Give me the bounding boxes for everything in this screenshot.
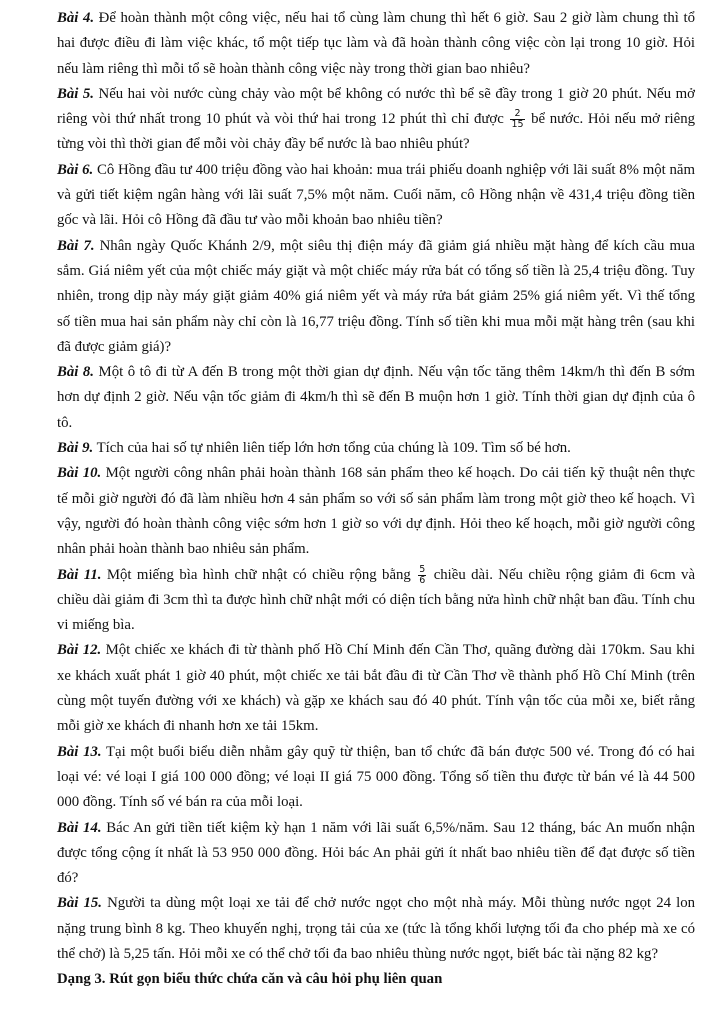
problem-text: Người ta dùng một loại xe tải để chở nước ngọt cho một nhà máy. Mỗi thùng nước ngọt 24 lon nặng trung bình 8 kg. Theo khuyến nghị, trọng tải của xe (tức là tổng khối lượng tối đa cho phép mà xe có thể chở) là 5,25 tấn. Hỏi mỗi xe có thể chở tối đa bao nhiêu thùng nước ngọt, biết bác tài nặng 82 kg? (57, 895, 696, 962)
problem-11 (57, 563, 695, 639)
problem-text: Một chiếc xe khách đi từ thành phố Hồ Chí Minh đến Cần Thơ, quãng đường dài 170km. Sau khi xe khách xuất phát 1 giờ 40 phút, một chiếc xe tải bắt đầu đi từ Cần Thơ về thành phố Hồ Chí Minh (trên cùng một tuyến đường với xe khách) và gặp xe khách sau đó 40 phút. Tính vận tốc của mỗi xe, biết rằng mỗi giờ xe khách đi nhanh hơn xe tải 15km. (57, 642, 696, 735)
problem-label: Bài 15. (57, 895, 102, 912)
problem-6 (57, 158, 695, 234)
problem-15 (57, 891, 695, 967)
fraction-denominator: 15 (511, 119, 524, 131)
problem-text: Để hoàn thành một công việc, nếu hai tổ cùng làm chung thì hết 6 giờ. Sau 2 giờ làm chung thì tổ hai được điều đi làm việc khác, tổ một tiếp tục làm và đã hoàn thành công việc còn lại trong 10 giờ. Hỏi nếu làm riêng thì mỗi tổ sẽ hoàn thành công việc này trong thời gian bao nhiêu? (57, 10, 696, 77)
problem-text-before: Nếu hai vòi nước cùng chảy vào một bể không có nước thì bể sẽ đầy trong 1 giờ 20 phút. Nếu mở riêng vòi thứ nhất trong 10 phút và vòi thứ hai trong 12 phút thì chỉ được (57, 85, 695, 128)
problem-label: Bài 14. (57, 819, 102, 836)
problem-label: Bài 6. (57, 161, 94, 178)
problem-text: Bác An gửi tiền tiết kiệm kỳ hạn 1 năm với lãi suất 6,5%/năm. Sau 12 tháng, bác An muốn nhận được tổng cộng ít nhất là 53 950 000 đồng. Hỏi bác An phải gửi ít nhất bao nhiêu tiền để đạt được số tiền đó? (57, 819, 695, 887)
problem-13 (57, 740, 695, 816)
problem-label: Bài 12. (57, 642, 102, 659)
problem-label: Bài 13. (57, 743, 102, 760)
fraction-numerator: 5 (419, 563, 426, 575)
problem-12 (57, 638, 695, 739)
fraction-numerator: 2 (510, 109, 524, 120)
problem-text-after: chiều dài. Nếu chiều rộng giảm đi 6cm và chiều dài giảm đi 3cm thì ta được hình chữ nhật mới có diện tích bằng nửa hình chữ nhật ban đầu. Tính chu vi miếng bìa. (57, 566, 696, 634)
problem-7 (57, 234, 695, 360)
problem-5 (57, 82, 695, 158)
problem-label: Bài 4. (57, 10, 95, 26)
fraction (510, 109, 524, 130)
fraction (418, 565, 426, 586)
problem-text: Cô Hồng đầu tư 400 triệu đồng vào hai khoản: mua trái phiếu doanh nghiệp với lãi suất 8% một năm và gửi tiết kiệm ngân hàng với lãi suất 7,5% một năm. Cuối năm, cô Hồng nhận về 431,4 triệu đồng tiền gốc và lãi. Hỏi cô Hồng đã đầu tư vào mỗi khoản bao nhiêu tiền? (57, 161, 695, 229)
section-heading: Dạng 3. Rút gọn biểu thức chứa căn và câu hỏi phụ liên quan (57, 971, 443, 988)
problem-10 (57, 461, 695, 562)
problem-text-before: Một miếng bìa hình chữ nhật có chiều rộng bằng (106, 566, 411, 583)
fraction-denominator: 6 (419, 574, 426, 586)
problem-8 (57, 360, 695, 436)
problem-label: Bài 10. (57, 465, 102, 482)
problem-14 (57, 816, 695, 892)
problem-text: Một ô tô đi từ A đến B trong một thời gian dự định. Nếu vận tốc tăng thêm 14km/h thì đến B sớm hơn dự định 2 giờ. Nếu vận tốc giảm đi 4km/h thì sẽ đến B muộn hơn 1 giờ. Tính thời gian dự định của ô tô. (57, 364, 696, 431)
problem-text: Một người công nhân phải hoàn thành 168 sản phẩm theo kế hoạch. Do cải tiến kỹ thuật nên thực tế mỗi giờ người đó đã làm nhiều hơn 4 sản phẩm so với số sản phẩm làm trong một giờ theo kế hoạch. Vì vậy, người đó hoàn thành công việc sớm hơn 1 giờ so với dự định. Hỏi theo kế hoạch, mỗi giờ người công nhân phải hoàn thành bao nhiêu sản phẩm. (57, 465, 695, 558)
problem-9 (57, 436, 695, 461)
problem-4 (57, 6, 695, 82)
problem-label: Bài 9. (57, 440, 94, 457)
problem-text: Tích của hai số tự nhiên liên tiếp lớn hơn tổng của chúng là 109. Tìm số bé hơn. (96, 440, 571, 457)
problem-text: Nhân ngày Quốc Khánh 2/9, một siêu thị điện máy đã giảm giá nhiều mặt hàng để kích cầu mua sắm. Giá niêm yết của một chiếc máy giặt và một chiếc máy rửa bát có tổng số tiền là 25,4 triệu đồng. Tuy nhiên, trong dịp này máy giặt giảm 40% giá niêm yết và máy rửa bát giảm 25% giá niêm yết. Vì thế tổng số tiền mua hai sản phẩm này chỉ còn là 16,77 triệu đồng. Tính số tiền khi mua mỗi mặt hàng trên (sau khi đã được giảm giá)? (57, 237, 695, 355)
problem-text: Tại một buổi biểu diễn nhằm gây quỹ từ thiện, ban tổ chức đã bán được 500 vé. Trong đó có hai loại vé: vé loại I giá 100 000 đồng; vé loại II giá 75 000 đồng. Tổng số tiền thu được từ bán vé là 44 500 000 đồng. Tính số vé bán ra của mỗi loại. (57, 743, 696, 811)
problem-label: Bài 5. (57, 85, 94, 102)
problem-label: Bài 7. (57, 237, 95, 254)
problem-text-after: bể nước. Hỏi nếu mở riêng từng vòi thì thời gian để mỗi vòi chảy đầy bể nước là bao nhiêu phút? (57, 111, 696, 153)
problem-label: Bài 8. (57, 364, 95, 381)
problem-label: Bài 11. (57, 566, 102, 583)
